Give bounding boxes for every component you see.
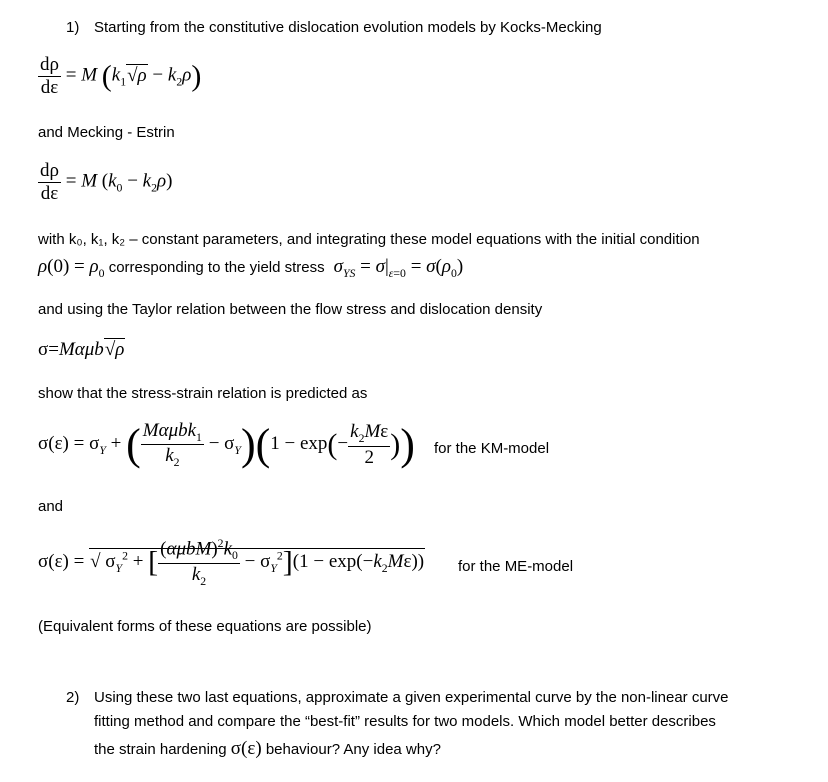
initial-condition-eq: $\rho(0) = \rho_0$ [38,256,105,280]
show-text: show that the stress-strain relation is predicted as [38,385,368,402]
corresponding-text: corresponding to the yield stress [108,259,325,276]
params-text: with k₀, k₁, k₂ – constant parameters, and integrating these model equations with the initial condition [38,231,700,248]
and-text: and [38,498,64,515]
q1-intro: Starting from the constitutive dislocation evolution models by Kocks-Mecking [94,19,602,36]
me-derivative [38,160,61,205]
me-differential-equation: $\frac{d\rho}{d\varepsilon}$ = M $(k_0 - k_2\rho)$ [40,160,173,204]
q2-line3 [94,738,441,760]
q2-line1: Using these two last equations, approximate a given experimental curve by the non-linear curve [94,689,729,706]
q1-number: 1) [66,19,80,36]
q2-line2: fitting method and compare the “best-fit” results for two models. Which model better describes [94,713,716,730]
me-derivative-num: dρ [40,160,59,181]
yield-stress-eq: $\sigma_{YS} = \sigma|_{\varepsilon=0} = \sigma(\rho_0)$ [333,256,464,280]
me-stress-strain-equation: σ(ε) = √ $\sigma_Y^2$ + [ $\frac{(\alpha\mu bM)^2k_0}{k_2}$ − $\sigma_Y^2](1 - \exp(-k_2M\varepsilon))$ [38,537,425,588]
km-derivative-num: dρ [40,54,59,75]
initial-condition-line [38,256,463,281]
taylor-equation: σ=Mαμb√ρ [38,339,125,360]
km-stress-strain-equation: $\sigma(\varepsilon) = \sigma_Y$ + ( $\frac{M\alpha\mu bk_1}{k_2}$ − $\sigma_Y)(1 - \exp(-$ $\frac{k_2M\varepsilon}{2}$ )) [38,419,415,470]
km-derivative [38,54,61,99]
q2-number: 2) [66,689,80,706]
taylor-text: and using the Taylor relation between the flow stress and dislocation density [38,301,543,318]
mecking-estrin-label: and Mecking - Estrin [38,124,175,141]
q2-line3-pre: the strain hardening [94,741,227,758]
q2-sigma-epsilon: σ(ε) [230,738,262,759]
km-model-label: for the KM-model [434,440,550,457]
equivalent-forms-note: (Equivalent forms of these equations are possible) [38,618,372,635]
km-derivative-den: dε [40,76,59,98]
km-differential-equation: $\frac{d\rho}{d\varepsilon}$ = M $(k_1√\rho - k_2\rho)$ [40,54,202,98]
q2-line3-post: behaviour? Any idea why? [265,741,441,758]
me-derivative-den: dε [40,182,59,204]
me-model-label: for the ME-model [458,558,574,575]
